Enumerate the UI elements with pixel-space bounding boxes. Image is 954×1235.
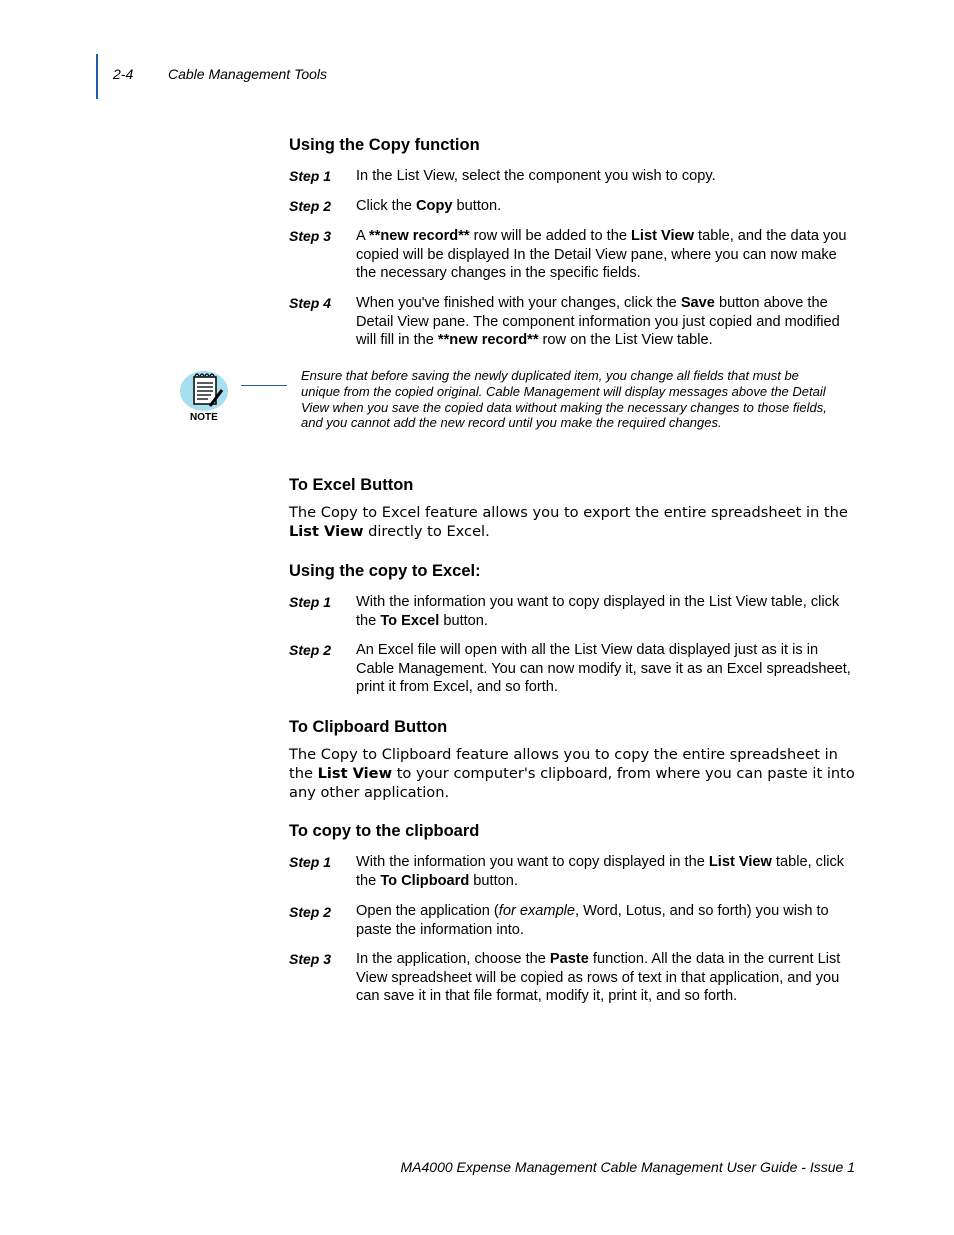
chapter-title: Cable Management Tools xyxy=(168,66,328,82)
step-text: Open the application (for example, Word, Lotus, and so forth) you wish to paste the information into. xyxy=(356,903,829,938)
heading-copy-to-clipboard: To copy to the clipboard xyxy=(289,822,480,840)
paragraph-to-excel: The Copy to Excel feature allows you to export the entire spreadsheet in the List View directly to Excel. xyxy=(289,504,848,540)
step-label: Step 1 xyxy=(289,168,332,184)
step-label: Step 4 xyxy=(289,295,332,311)
step-label: Step 2 xyxy=(289,642,332,658)
step-text: A **new record** row will be added to the List View table, and the data you copied will be displayed In the Detail View pane, where you can now make the necessary changes in the specific fields. xyxy=(356,228,847,281)
step-label: Step 3 xyxy=(289,228,332,244)
note-icon-label: NOTE xyxy=(190,412,218,423)
step-text: With the information you want to copy displayed in the List View table, click the To Excel button. xyxy=(356,594,840,629)
note-text: Ensure that before saving the newly duplicated item, you change all fields that must be unique from the copied original. Cable Management will display messages above the Detail View when you save the copied data without making the necessary changes to those fields, and you cannot add the new record until you make the required changes. xyxy=(301,368,827,431)
step-label: Step 2 xyxy=(289,904,332,920)
step-text: In the application, choose the Paste function. All the data in the current List View spreadsheet will be copied as rows of text in that application, and you can save it in that file format, modify it, print it, and so forth. xyxy=(356,951,841,1004)
step-text: An Excel file will open with all the List View data displayed just as it is in Cable Management. You can now modify it, save it as an Excel spreadsheet, print it from Excel, and so forth. xyxy=(356,642,851,695)
heading-using-copy-to-excel: Using the copy to Excel: xyxy=(289,562,481,580)
step-label: Step 3 xyxy=(289,951,332,967)
heading-to-clipboard-button: To Clipboard Button xyxy=(289,718,448,736)
step-text: In the List View, select the component you wish to copy. xyxy=(356,168,716,184)
page-number: 2-4 xyxy=(113,66,134,82)
paragraph-to-clipboard: The Copy to Clipboard feature allows you to copy the entire spreadsheet in the List View to your computer's clipboard, from where you can paste it into any other application. xyxy=(289,746,855,801)
note-divider-line xyxy=(241,385,287,386)
step-label: Step 2 xyxy=(289,198,332,214)
step-text: With the information you want to copy displayed in the List View table, click the To Clipboard button. xyxy=(356,854,845,889)
header-accent-bar xyxy=(96,54,98,99)
step-text: When you've finished with your changes, click the Save button above the Detail View pane. The component information you just copied and modified will fill in the **new record** row on the List View table. xyxy=(356,295,840,348)
heading-to-excel-button: To Excel Button xyxy=(289,476,414,494)
step-label: Step 1 xyxy=(289,594,332,610)
page-footer: MA4000 Expense Management Cable Management User Guide - Issue 1 xyxy=(400,1159,855,1175)
step-label: Step 1 xyxy=(289,854,332,870)
heading-copy-function: Using the Copy function xyxy=(289,136,480,154)
step-text: Click the Copy button. xyxy=(356,198,502,214)
